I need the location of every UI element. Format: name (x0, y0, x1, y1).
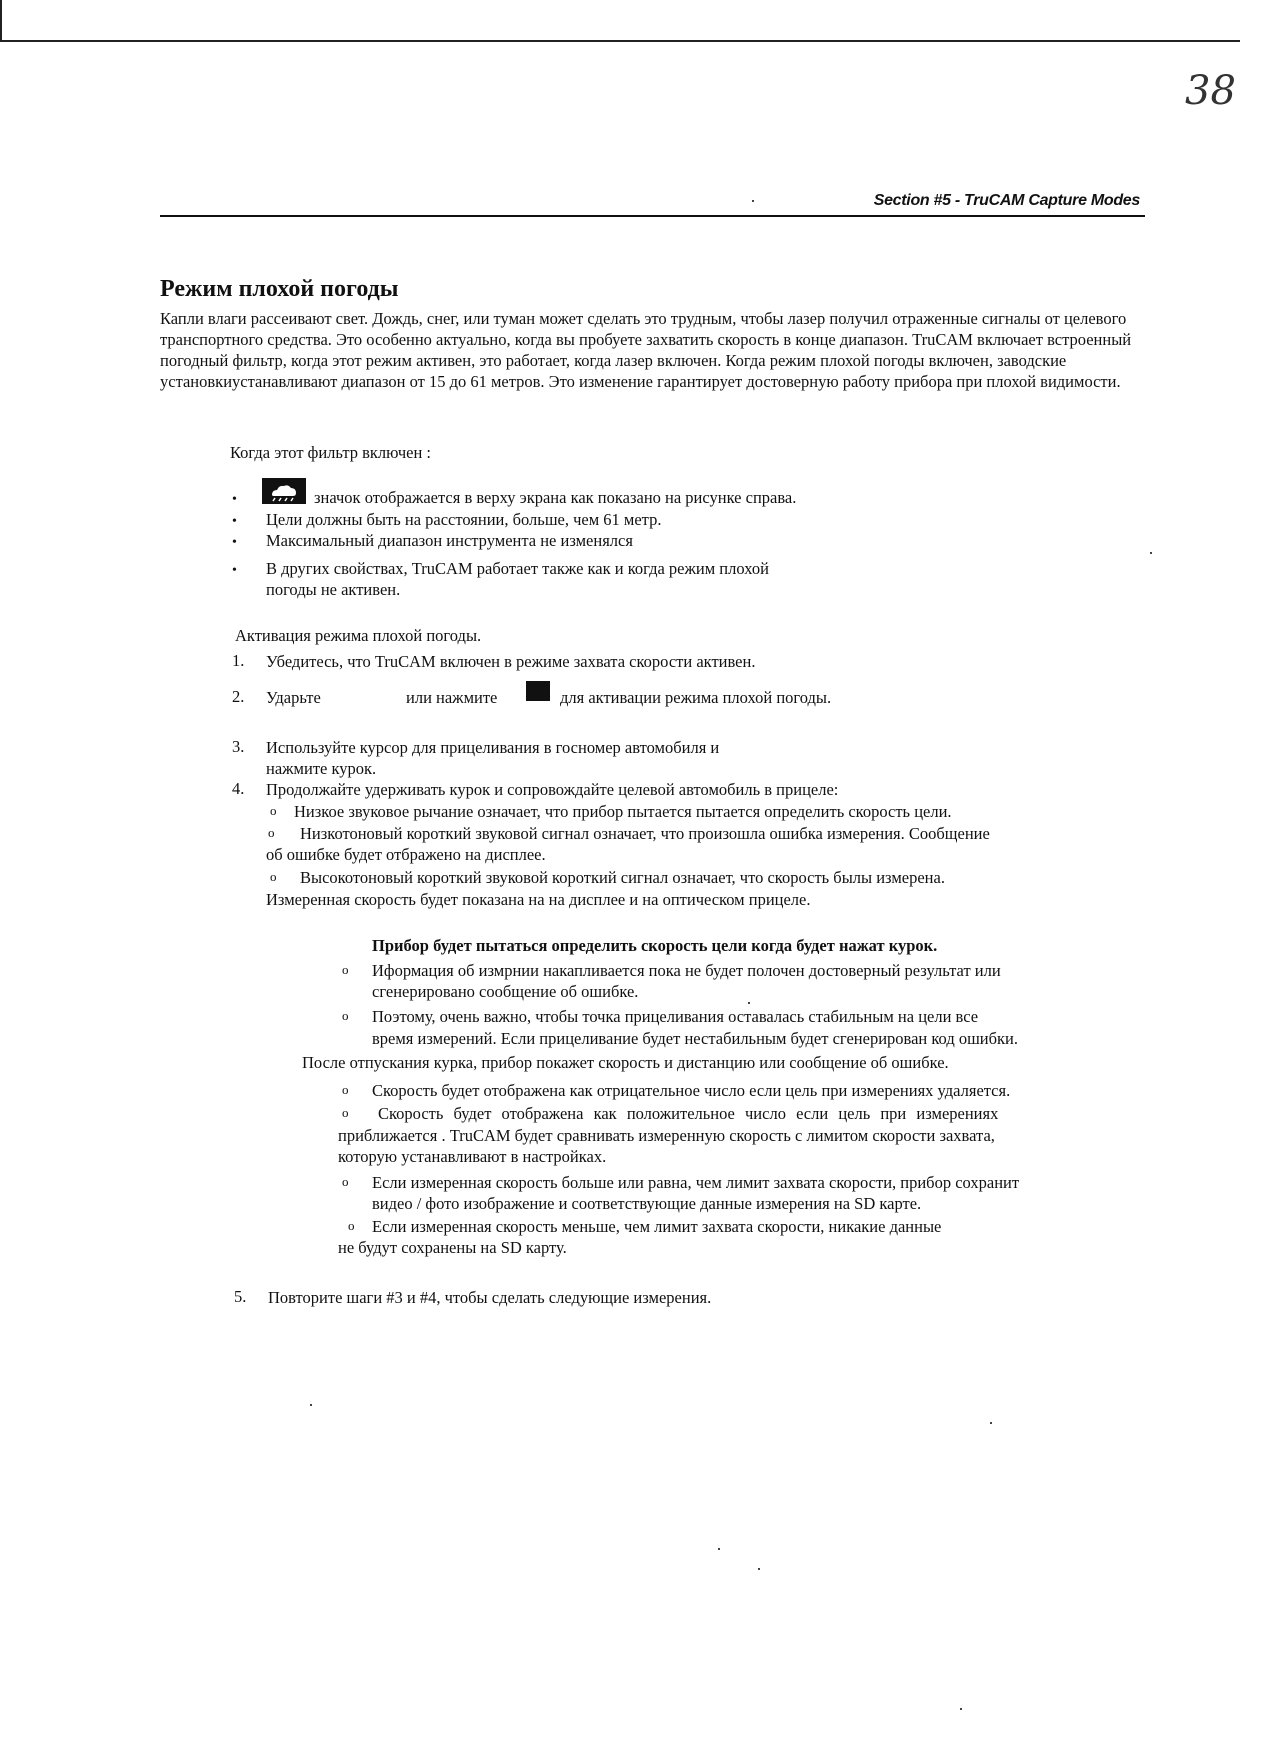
note-c: Скорость будет отображена как отрицательное число если цель при измерениях удаляется. (372, 1081, 1011, 1100)
step-number: 2. (232, 687, 245, 706)
circle-bullet: o (268, 825, 275, 840)
scan-speck (990, 1422, 992, 1424)
step-2-b: или нажмите (406, 688, 498, 707)
step-3: Используйте курсор для прицеливания в госномер автомобиля и (266, 738, 720, 757)
note-b-cont: время измерений. Если прицеливание будет нестабильным будет сгенерирован код ошибки. (372, 1029, 1018, 1048)
step-number: 4. (232, 779, 245, 798)
bullet-4-cont: погоды не активен. (266, 580, 401, 599)
circle-bullet: o (342, 962, 349, 977)
step-3-cont: нажмите курок. (266, 759, 377, 778)
note-e-cont: видео / фото изображение и соответствующие данные измерения на SD карте. (372, 1194, 922, 1213)
circle-bullet: o (270, 869, 277, 884)
page-title: Режим плохой погоды (160, 276, 399, 302)
button-icon (526, 681, 550, 701)
scan-speck (1150, 552, 1152, 554)
circle-bullet: o (348, 1218, 355, 1233)
scan-speck (748, 1002, 750, 1004)
circle-bullet: o (342, 1174, 349, 1189)
bullet-dot: • (232, 563, 237, 578)
note-d-cont: приближается . TruCAM будет сравнивать измеренную скорость с лимитом скорости захвата, (338, 1126, 995, 1145)
circle-bullet: o (342, 1008, 349, 1023)
bullet-dot: • (232, 535, 237, 550)
bullet-dot: • (232, 514, 237, 529)
scan-speck (960, 1708, 962, 1710)
step-2-c: для активации режима плохой погоды. (560, 688, 832, 707)
bullet-dot: • (232, 492, 237, 507)
circle-bullet: o (342, 1082, 349, 1097)
note-f-cont: не будут сохранены на SD карту. (338, 1238, 567, 1257)
step-number: 5. (234, 1287, 247, 1306)
activation-title: Активация режима плохой погоды. (235, 626, 482, 645)
scan-speck (752, 200, 754, 202)
bullet-3: Максимальный диапазон инструмента не изменялся (266, 531, 633, 550)
step-4-sub-3: Высокотоновый короткий звуковой короткий сигнал означает, что скорость былы измерена. (300, 868, 945, 887)
note-d-cont-2: которую устанавливают в настройках. (338, 1147, 607, 1166)
note-heading: Прибор будет пытаться определить скорость цели когда будет нажат курок. (372, 936, 938, 955)
step-4-sub-2: Низкотоновый короткий звуковой сигнал означает, что произошла ошибка измерения. Сообщение (300, 824, 990, 843)
note-a: Иформация об измрнии накапливается пока не будет полочен достоверный результат или (372, 961, 1001, 980)
circle-bullet: o (270, 803, 277, 818)
step-4-sub-2-cont: об ошибке будет отбражено на дисплее. (266, 845, 546, 864)
bullet-2: Цели должны быть на расстоянии, больше, чем 61 метр. (266, 510, 662, 529)
scan-border-left (0, 0, 2, 42)
page-number: 38 (1185, 68, 1236, 114)
note-f: Если измеренная скорость меньше, чем лимит захвата скорости, никакие данные (372, 1217, 942, 1236)
step-1: Убедитесь, что TruCAM включен в режиме захвата скорости активен. (266, 652, 756, 671)
step-number: 1. (232, 651, 245, 670)
step-number: 3. (232, 737, 245, 756)
note-a-cont: сгенерировано сообщение об ошибке. (372, 982, 639, 1001)
note-release: После отпускания курка, прибор покажет скорость и дистанцию или сообщение об ошибке. (302, 1053, 949, 1072)
intro-paragraph: Капли влаги рассеивают свет. Дождь, снег, или туман может сделать это трудным, чтобы лазер получил отраженные сигналы от целевого транспортного средства. Это особенно актуально, когда вы пробуете захватить скорость в конце диапазон. TruCAM включает встроенный погодный фильтр, когда этот режим активен, это работает, когда лазер включен. Когда режим плохой погоды включен, заводские установкиустанавливают диапазон от 15 до 61 метров. Это изменение гарантирует достоверную работу прибора при плохой видимости. (160, 309, 1132, 391)
scan-border-top (0, 40, 1240, 42)
step-4-sub-3-cont: Измеренная скорость будет показана на на дисплее и на оптическом прицеле. (266, 890, 811, 909)
circle-bullet: o (342, 1105, 349, 1120)
header-rule (160, 215, 1145, 217)
section-header: Section #5 - TruCAM Capture Modes (873, 192, 1140, 209)
cloud-icon (262, 478, 306, 504)
scan-speck (310, 1404, 312, 1406)
scan-speck (718, 1548, 720, 1550)
step-2-a: Ударьте (266, 688, 321, 707)
note-d: Скорость будет отображена как положительное число если цель при измерениях (378, 1104, 999, 1123)
bullet-1: значок отображается в верху экрана как показано на рисунке справа. (314, 488, 797, 507)
step-4-sub-1: Низкое звуковое рычание означает, что прибор пытается пытается определить скорость цели. (294, 802, 952, 821)
step-5: Повторите шаги #3 и #4, чтобы сделать следующие измерения. (268, 1288, 712, 1307)
note-b: Поэтому, очень важно, чтобы точка прицеливания оставалась стабильным на цели все (372, 1007, 979, 1026)
step-4: Продолжайте удерживать курок и сопровождайте целевой автомобиль в прицеле: (266, 780, 839, 799)
scan-speck (758, 1568, 760, 1570)
filter-intro: Когда этот фильтр включен : (230, 443, 432, 462)
bullet-4: В других свойствах, TruCAM работает также как и когда режим плохой (266, 559, 769, 578)
note-e: Если измеренная скорость больше или равна, чем лимит захвата скорости, прибор сохранит (372, 1173, 1020, 1192)
